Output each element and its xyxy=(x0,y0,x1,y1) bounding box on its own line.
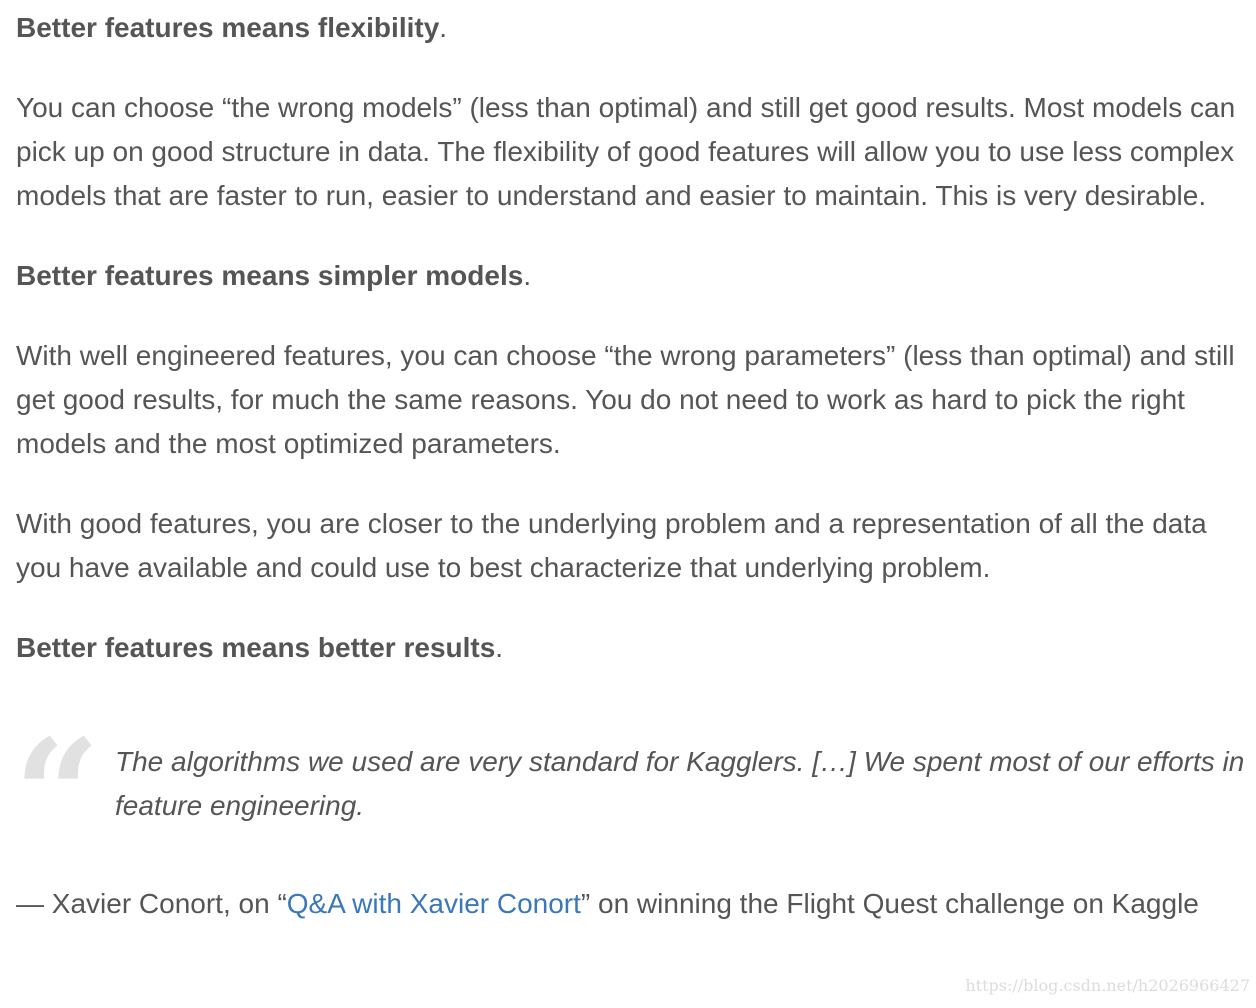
quote-mark-icon: “ xyxy=(14,707,101,883)
heading-period: . xyxy=(523,260,532,291)
heading-period: . xyxy=(495,632,504,663)
quote-attribution xyxy=(16,882,1246,926)
paragraph-underlying-problem: With good features, you are closer to the underlying problem and a representation of all the data you have available and could use to best characterize that underlying problem. xyxy=(16,508,1207,583)
heading-text: Better features means simpler models xyxy=(16,260,524,291)
qa-xavier-conort-link[interactable]: Q&A with Xavier Conort xyxy=(286,888,581,919)
heading-text: Better features means better results xyxy=(16,632,496,663)
blockquote xyxy=(14,707,1246,883)
paragraph-parameters: With well engineered features, you can choose “the wrong parameters” (less than optimal) and still get good results, for much the same reasons. You do not need to work as hard to pick the right models and the most optimized parameters. xyxy=(16,340,1235,459)
article-body xyxy=(16,6,1246,962)
section-heading-simpler-models xyxy=(16,254,1246,298)
quote-text: The algorithms we used are very standard for Kagglers. […] We spent most of our efforts in feature engineering. xyxy=(115,746,1245,821)
paragraph-flexibility: You can choose “the wrong models” (less than optimal) and still get good results. Most models can pick up on good structure in data. The flexibility of good features will allow you to use less complex models that are faster to run, easier to understand and easier to maintain. This is very desirable. xyxy=(16,92,1236,211)
heading-period: . xyxy=(439,12,448,43)
heading-text: Better features means flexibility xyxy=(16,12,440,43)
attribution-suffix: ” on winning the Flight Quest challenge on Kaggle xyxy=(580,888,1199,919)
section-heading-flexibility xyxy=(16,6,1246,50)
section-heading-better-results xyxy=(16,626,1246,670)
watermark: https://blog.csdn.net/h2026966427 xyxy=(965,976,1250,995)
attribution-prefix: — Xavier Conort, on “ xyxy=(16,888,287,919)
